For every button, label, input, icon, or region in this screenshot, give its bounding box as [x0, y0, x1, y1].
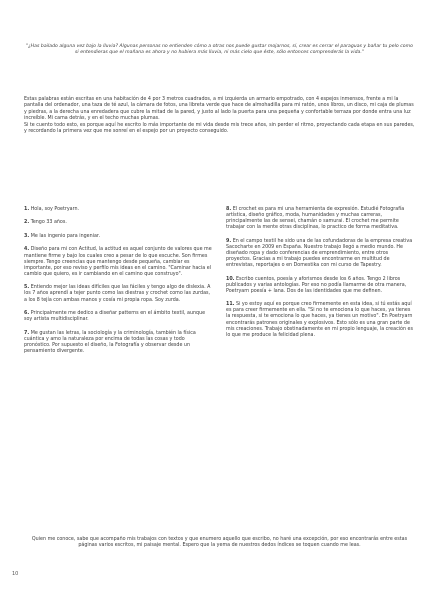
- item-text: Entiendo mejor las ideas difíciles que las fáciles y tengo algo de dislexia. A los 7 años aprendí a tejer punto como las diestras y crochet como las zurdas, a los 8 tejía con ambas manos y cosía mi propia ropa. Soy zurda.: [24, 285, 211, 303]
- intro-paragraph-2: Si te cuento todo esto, es porque aquí he escrito lo más importante de mi vida desde mis trece años, sin perder el ritmo, proyectando cada etapa en sus paredes, y recordando la primera vez que me sonreí en el espejo por un proyecto conseguido.: [24, 122, 415, 135]
- item-text: El crochet es para mi una herramienta de expresión. Estudié Fotografía artística, diseño gráfico, moda, humanidades y muchas carreras, principalmente las de sensei, chamán o samurai. El crochet me permite trabajar con la mente otras disciplinas, lo practico de forma meditativa.: [226, 207, 405, 231]
- list-item: [24, 285, 212, 303]
- list-item: [226, 302, 414, 339]
- list-item: [24, 234, 212, 240]
- list-item: [226, 207, 414, 231]
- list-item: [24, 331, 212, 355]
- item-number: 7.: [24, 330, 30, 336]
- item-text: Me gustan las letras, la sociología y la criminología, también la física cuántica y amo la naturaleza por encima de todas las cosas y todo pronóstico. Por supuesto el diseño, la Fotografía y observar desde un pensamiento divergente.: [24, 330, 196, 354]
- list-item: [226, 239, 414, 269]
- item-number: 3.: [24, 233, 30, 239]
- intro-text: [24, 97, 415, 135]
- item-number: 1.: [24, 207, 30, 212]
- item-text: Hola, soy Poetryarn.: [30, 207, 80, 212]
- item-number: 4.: [24, 247, 30, 253]
- item-text: Diseño para mi con Actitud, la actitud es aquel conjunto de valores que me mantiene firme y bajo los cuales creo a pesar de lo que escuche. Son firmes siempre. Tengo creencias que mantengo desde pequeña, cambiar es importante, por eso reviso y perfilo mis ideas en el camino. "Caminar hacia el cambio que quiero, es ir cambiando en el camino que construyo".: [24, 247, 212, 277]
- item-number: 10.: [226, 276, 235, 282]
- item-number: 9.: [226, 238, 232, 244]
- list-item: [24, 207, 212, 213]
- item-text: Escribo cuentos, poesía y aforismos desde los 6 años. Tengo 2 libros publicados y varias antologías. Por eso no podía llamarme de otra manera, Poetryarn poesía + lana. Dos de las identidades que me definen.: [226, 276, 407, 294]
- list-item: [24, 311, 212, 323]
- list-item: [24, 220, 212, 226]
- closing-paragraph: Quien me conoce, sabe que acompaño mis trabajos con textos y que enumero aquello que escribo, no haré una excepción, por eso encontrarás entre estas páginas varios escritos, mi paisaje mental. Espero que la yema de nuestros dedos índices se toquen cuando me leas.: [31, 537, 408, 549]
- item-text: Principalmente me dedico a diseñar patterns en el ámbito textil, aunque soy artista multidisciplinar.: [24, 310, 206, 323]
- list-item: [24, 247, 212, 277]
- intro-paragraph-1: Estas palabras están escritas en una habitación de 4 por 3 metros cuadrados, a mi izquierda un armario empotrado, con 4 espejos inmensos, frente a mi la pantalla del ordenador, una taza de té azul, la cámara de fotos, una libreta verde que hace de almohadilla para mi ratón, unos libros, un disco, mi caja de plumas y piedras, a la derecha una enredadera que cubre la mitad de la pared, y justo al lado la puerta para una pequeña y confortable terraza por donde entra una luz increíble. Mi cama detrás, y en el techo muchas plumas.: [24, 97, 414, 122]
- numbered-list-left: [24, 207, 212, 362]
- item-number: 8.: [226, 207, 232, 212]
- item-text: Si yo estoy aquí es porque creo firmemente en esta idea, si tú estás aquí es para creer firmemente en ella. "Si no te emociona lo que haces, ya tienes la respuesta, si te emociona lo que haces, ya tienes un motivo". En Poetryarn encontrarás patrones originales y explosivos. Esto sólo es una gran parte de mis creaciones. Trabajo obstinadamente en mi propio lenguaje, la creación es lo que me produce la felicidad plena.: [226, 302, 413, 338]
- epigraph-quote: "¿Has bailado alguna vez bajo la lluvia? Algunas personas no entienden cómo a otras nos puede gustar mojarnos, sí, crear es cerrar el paraguas y bañar tu pelo como si entendieras que el mañana es ahora y no hubiera más lluvia, ni más cielo que éste, sólo entonces comprenderás la vida.": [26, 44, 413, 56]
- item-number: 2.: [24, 220, 30, 226]
- item-number: 6.: [24, 310, 30, 316]
- numbered-list-right: [226, 207, 414, 346]
- item-text: En el campo textil he sido una de las cofundadoras de la empresa creativa Sacocharte en 2009 en España. Nuestro trabajo llegó a medio mundo. He diseñado ropa y dado conferencias de emprendimiento, entre otros proyectos. Gracias a mi trabajo puedes encontrarme en multitud de entrevistas, reportajes o en Domestika con mi curso de Tapestry.: [226, 238, 413, 269]
- list-item: [226, 277, 414, 295]
- page-number: 10: [12, 571, 19, 577]
- item-number: 5.: [24, 285, 30, 291]
- item-number: 11.: [226, 302, 235, 308]
- item-text: Tengo 33 años.: [30, 220, 67, 226]
- item-text: Me las ingenio para ingeniar.: [30, 233, 100, 239]
